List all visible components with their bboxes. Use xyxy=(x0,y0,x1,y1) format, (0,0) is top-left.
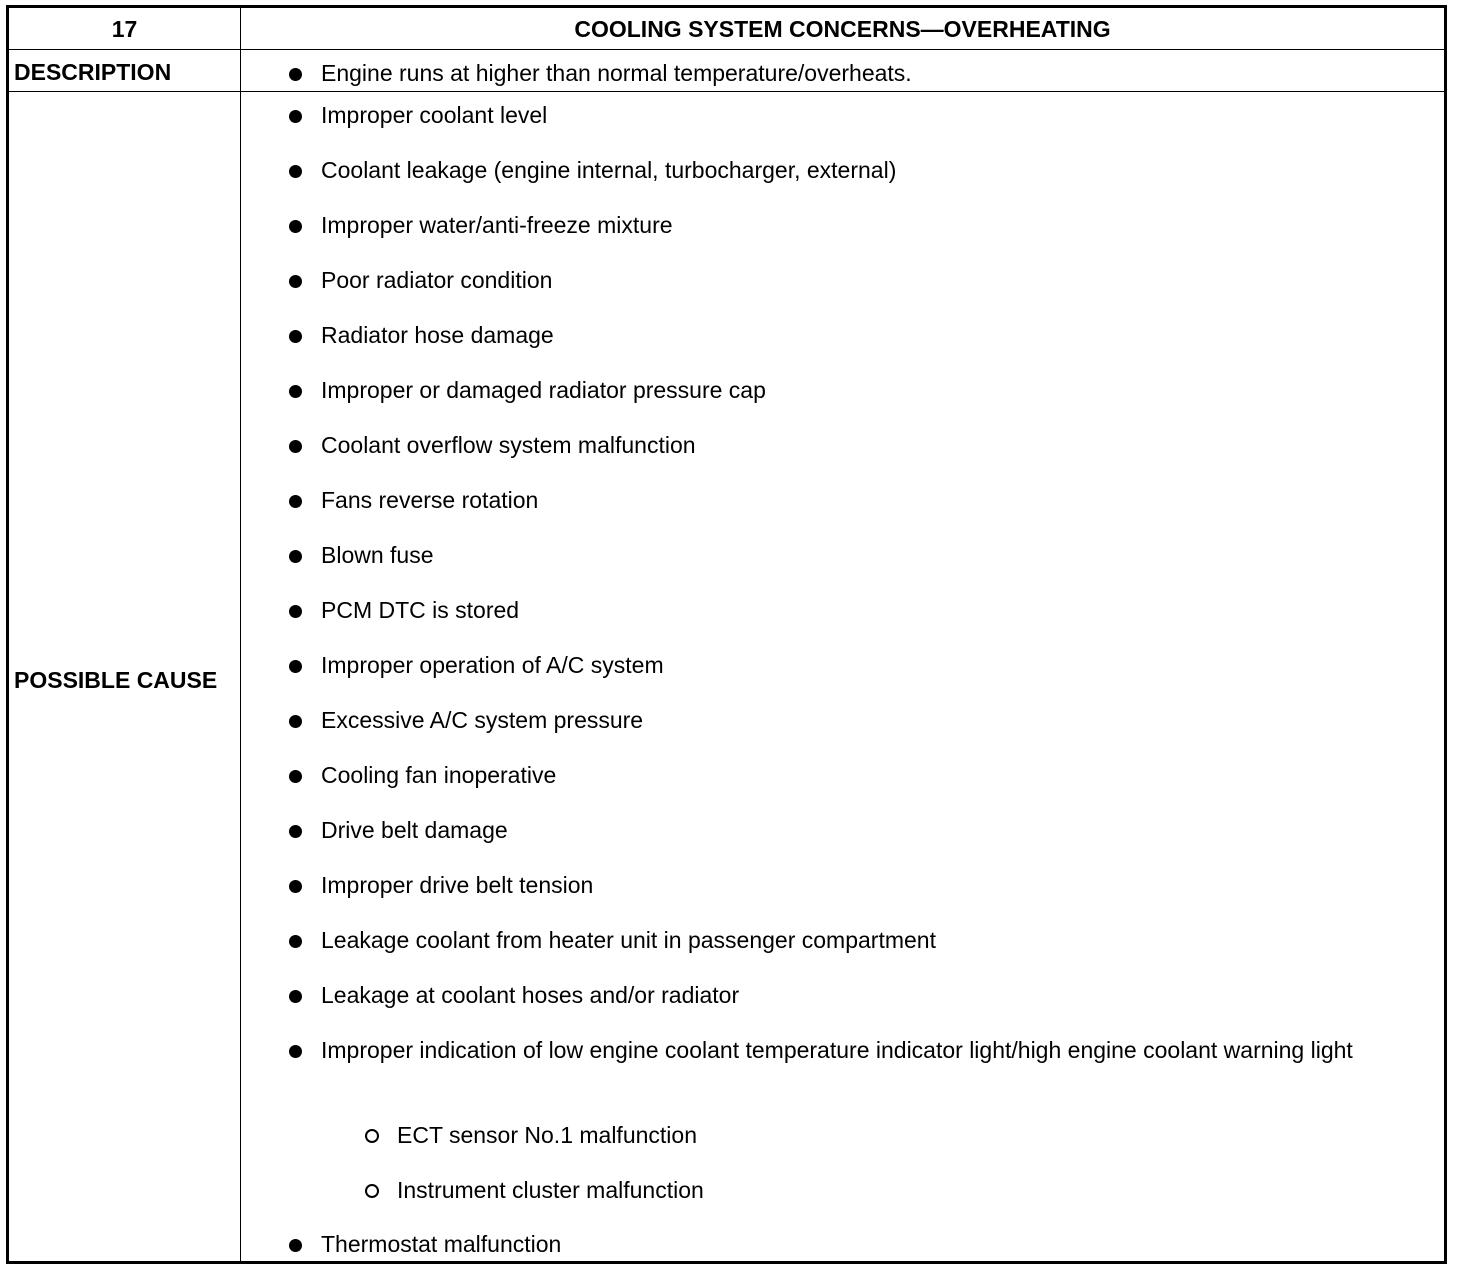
bullet-icon xyxy=(289,990,302,1003)
cause-item: Coolant leakage (engine internal, turbocharger, external) xyxy=(321,157,897,183)
row-divider xyxy=(9,91,1444,92)
cause-sub-item: ECT sensor No.1 malfunction xyxy=(397,1122,697,1148)
description-label: DESCRIPTION xyxy=(14,59,172,85)
cause-item: Drive belt damage xyxy=(321,817,508,843)
row-divider xyxy=(9,49,1444,50)
bullet-icon xyxy=(289,220,302,233)
cause-item: Improper coolant level xyxy=(321,102,548,128)
bullet-icon xyxy=(289,1239,302,1252)
diagnostic-table xyxy=(6,5,1447,1264)
bullet-icon xyxy=(289,715,302,728)
bullet-icon xyxy=(289,330,302,343)
bullet-icon xyxy=(289,880,302,893)
hollow-bullet-icon xyxy=(365,1129,379,1143)
bullet-icon xyxy=(289,165,302,178)
cause-item: Improper or damaged radiator pressure cap xyxy=(321,377,766,403)
cause-item: Fans reverse rotation xyxy=(321,487,539,513)
cause-item: Cooling fan inoperative xyxy=(321,762,557,788)
cause-item: Radiator hose damage xyxy=(321,322,554,348)
bullet-icon xyxy=(289,935,302,948)
bullet-icon xyxy=(289,1045,302,1058)
bullet-icon xyxy=(289,440,302,453)
column-divider xyxy=(240,8,241,1261)
cause-item: Thermostat malfunction xyxy=(321,1231,562,1257)
concern-title: COOLING SYSTEM CONCERNS—OVERHEATING xyxy=(574,16,1111,42)
cause-item: Blown fuse xyxy=(321,542,434,568)
cause-item: Poor radiator condition xyxy=(321,267,553,293)
cause-item: PCM DTC is stored xyxy=(321,597,520,623)
bullet-icon xyxy=(289,550,302,563)
cause-item: Improper drive belt tension xyxy=(321,872,594,898)
cause-item: Improper indication of low engine coolant temperature indicator light/high engine coolant warning light xyxy=(321,1037,1353,1063)
cause-item: Improper water/anti-freeze mixture xyxy=(321,212,673,238)
bullet-icon xyxy=(289,68,302,81)
bullet-icon xyxy=(289,605,302,618)
bullet-icon xyxy=(289,110,302,123)
bullet-icon xyxy=(289,495,302,508)
cause-item: Coolant overflow system malfunction xyxy=(321,432,696,458)
description-item: Engine runs at higher than normal temperature/overheats. xyxy=(321,60,912,86)
bullet-icon xyxy=(289,385,302,398)
concern-number: 17 xyxy=(111,16,138,42)
hollow-bullet-icon xyxy=(365,1184,379,1198)
cause-item: Leakage at coolant hoses and/or radiator xyxy=(321,982,740,1008)
cause-item: Improper operation of A/C system xyxy=(321,652,664,678)
bullet-icon xyxy=(289,825,302,838)
bullet-icon xyxy=(289,660,302,673)
bullet-icon xyxy=(289,770,302,783)
cause-item: Excessive A/C system pressure xyxy=(321,707,644,733)
possible-cause-label: POSSIBLE CAUSE xyxy=(14,667,218,693)
cause-item: Leakage coolant from heater unit in passenger compartment xyxy=(321,927,936,953)
cause-sub-item: Instrument cluster malfunction xyxy=(397,1177,704,1203)
bullet-icon xyxy=(289,275,302,288)
